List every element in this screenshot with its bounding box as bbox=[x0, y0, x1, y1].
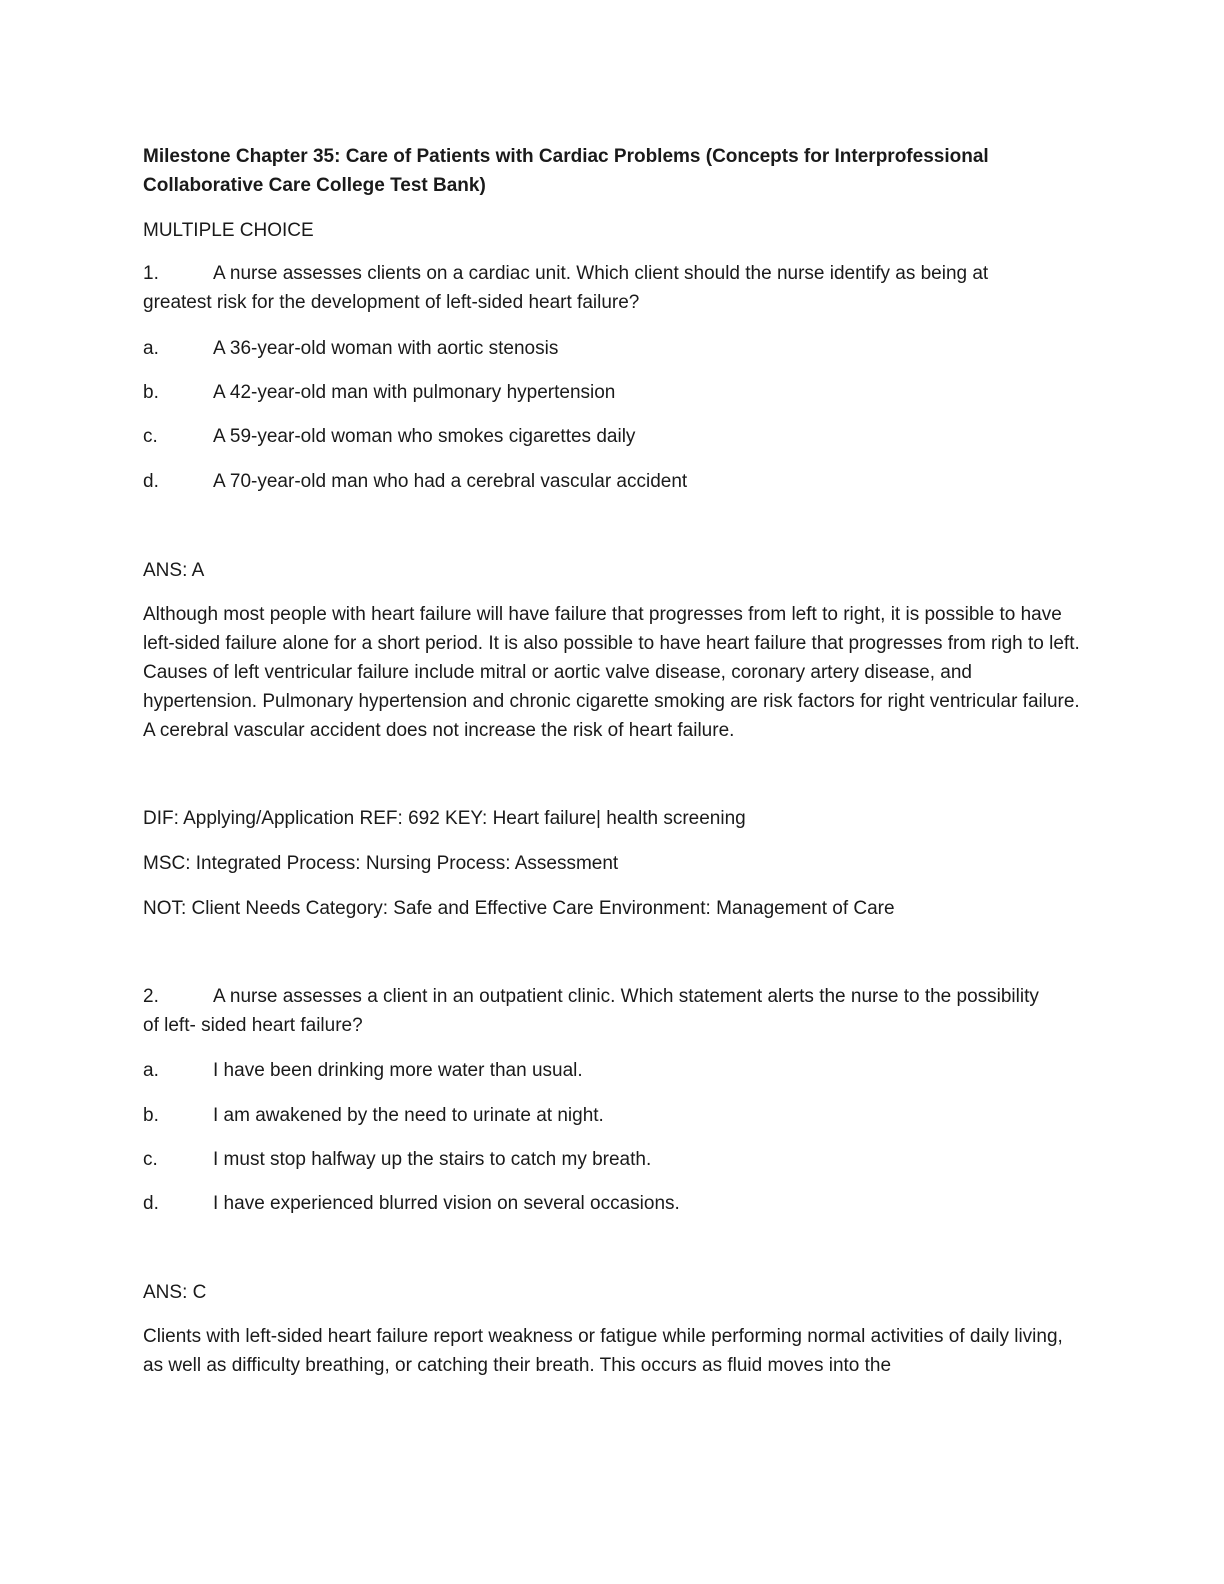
option-text: A 59-year-old woman who smokes cigarettes daily bbox=[213, 426, 636, 447]
question-text: A nurse assesses clients on a cardiac unit. Which client should the nurse identify as being at greatest risk for the development of left-sided heart failure? bbox=[143, 263, 989, 313]
question-1-rationale: Although most people with heart failure will have failure that progresses from left to right, it is possible to have left-sided failure alone for a short period. It is also possible to have heart failure that progresses from righ to left. Causes of left ventricular failure include mitral or aortic valve disease, coronary artery disease, and hypertension. Pulmonary hypertension and chronic cigarette smoking are risk factors for right ventricular failure. A cerebral vascular accident does not increase the risk of heart failure. bbox=[143, 604, 1080, 741]
option-text: I must stop halfway up the stairs to catch my breath. bbox=[213, 1149, 652, 1170]
question-1-option-d bbox=[143, 467, 687, 496]
option-letter: c. bbox=[143, 426, 158, 447]
section-heading: MULTIPLE CHOICE bbox=[143, 220, 314, 241]
option-text: A 36-year-old woman with aortic stenosis bbox=[213, 338, 559, 359]
option-letter: d. bbox=[143, 1193, 159, 1214]
question-1-stem bbox=[143, 259, 1043, 317]
option-text: I am awakened by the need to urinate at night. bbox=[213, 1105, 604, 1126]
option-text: I have experienced blurred vision on several occasions. bbox=[213, 1193, 680, 1214]
option-letter: b. bbox=[143, 382, 159, 403]
question-1-option-b bbox=[143, 378, 615, 407]
option-letter: c. bbox=[143, 1149, 158, 1170]
question-1-dif: DIF: Applying/Application REF: 692 KEY: Heart failure| health screening bbox=[143, 808, 746, 829]
option-letter: a. bbox=[143, 1060, 159, 1081]
question-number: 2. bbox=[143, 986, 159, 1007]
question-2-option-b bbox=[143, 1101, 604, 1130]
question-1-option-a bbox=[143, 334, 558, 363]
option-letter: d. bbox=[143, 471, 159, 492]
question-1-not: NOT: Client Needs Category: Safe and Effective Care Environment: Management of Care bbox=[143, 898, 895, 919]
question-2-option-d bbox=[143, 1189, 680, 1218]
question-1-option-c bbox=[143, 422, 635, 451]
option-text: A 42-year-old man with pulmonary hypertension bbox=[213, 382, 616, 403]
question-2-option-a bbox=[143, 1056, 583, 1085]
page-title: Milestone Chapter 35: Care of Patients with Cardiac Problems (Concepts for Interprofessional Collaborative Care College Test Bank) bbox=[143, 146, 989, 196]
question-2-answer: ANS: C bbox=[143, 1282, 207, 1303]
question-number: 1. bbox=[143, 263, 159, 284]
option-letter: b. bbox=[143, 1105, 159, 1126]
question-1-msc: MSC: Integrated Process: Nursing Process: Assessment bbox=[143, 853, 619, 874]
option-text: A 70-year-old man who had a cerebral vascular accident bbox=[213, 471, 688, 492]
question-2-option-c bbox=[143, 1145, 651, 1174]
question-1-answer: ANS: A bbox=[143, 560, 205, 581]
question-2-rationale: Clients with left-sided heart failure report weakness or fatigue while performing normal activities of daily living, as well as difficulty breathing, or catching their breath. This occurs as fluid moves into the bbox=[143, 1326, 1063, 1376]
question-text: A nurse assesses a client in an outpatient clinic. Which statement alerts the nurse to the possibility of left- sided heart failure? bbox=[143, 986, 1039, 1036]
option-letter: a. bbox=[143, 338, 159, 359]
option-text: I have been drinking more water than usual. bbox=[213, 1060, 583, 1081]
question-2-stem bbox=[143, 982, 1043, 1040]
